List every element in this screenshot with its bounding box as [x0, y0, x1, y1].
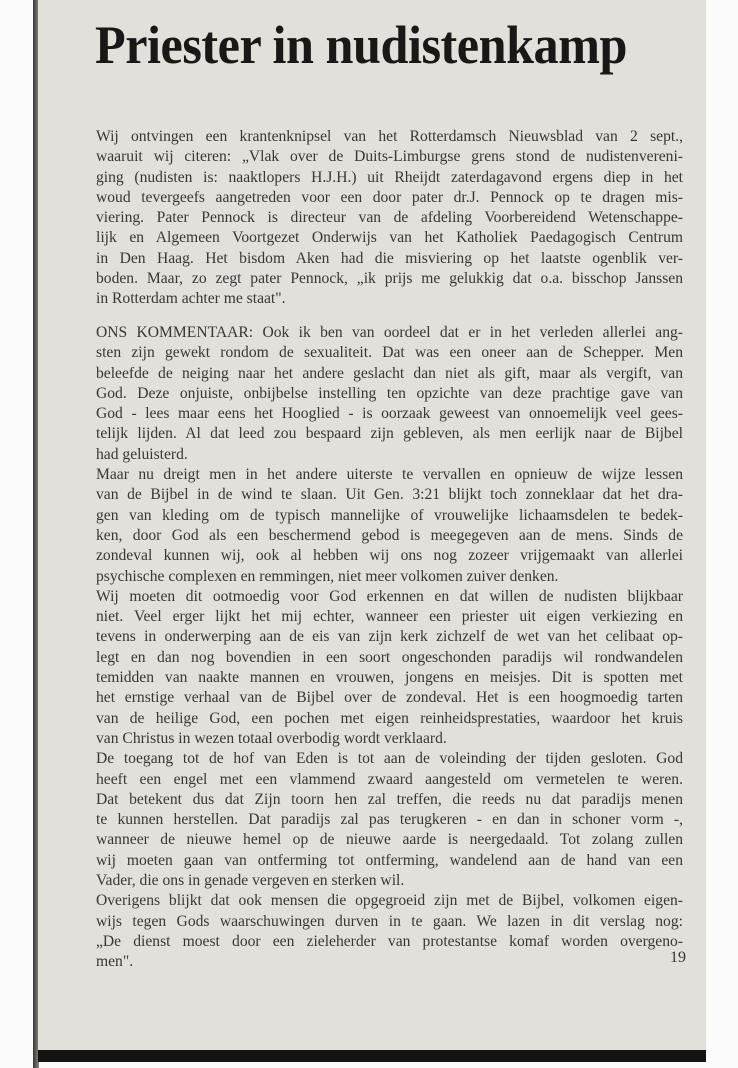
text-line: Dat betekent dus dat Zijn toorn hen zal treffen, die reeds nu dat paradijs menen — [96, 790, 683, 808]
text-line: tevens in onderwerping aan de eis van zijn kerk zichzelf de wet van het celibaat op- — [96, 628, 683, 646]
text-line: te kunnen herstellen. Dat paradijs zal pas terugkeren - en dan in schoner vorm -, — [96, 811, 683, 829]
text-line: lijk en Algemeen Voortgezet Onderwijs van het Katholiek Paedagogisch Centrum — [96, 229, 683, 247]
text-line: wij moeten gaan van ontferming tot ontferming, wandelend aan de hand van een — [96, 851, 683, 869]
text-line: wijs tegen Gods waarschuwingen durven in te gaan. We lazen in dit verslag nog: — [96, 912, 683, 930]
paragraph — [96, 127, 683, 310]
text-line: ONS KOMMENTAAR: Ook ik ben van oordeel dat er in het verleden allerlei ang- — [96, 324, 683, 341]
text-line: beleefde de neiging naar het andere geslacht dan niet als gift, maar als vergift, van — [96, 364, 683, 382]
text-line: telijk lijden. Al dat leed zou bespaard zijn gebleven, als men eerlijk naar de Bijbel — [96, 425, 683, 443]
text-line: men". — [96, 953, 134, 971]
text-line: van de heilige God, een pochen met eigen reinheidsprestaties, waardoor het kruis — [96, 709, 683, 727]
paragraph — [96, 891, 683, 972]
text-line: legt en dan nog bovendien in een soort ongeschonden paradijs wil rondwandelen — [96, 648, 683, 666]
text-line: ging (nudisten is: naaktlopers H.J.H.) uit Rheijdt zaterdagavond ergens diep in het — [96, 168, 683, 186]
text-line: Wij ontvingen een krantenknipsel van het Rotterdamsch Nieuwsblad van 2 sept., — [96, 128, 683, 145]
text-line: sten zijn gewekt rondom de sexualiteit. Dat was een oneer aan de Schepper. Men — [96, 344, 683, 362]
paragraph — [96, 465, 683, 587]
commentary-section — [96, 323, 683, 973]
text-line: had geluisterd. — [96, 445, 188, 463]
text-line: God - lees maar eens het Hooglied - is oorzaak geweest van onnoemelijk veel gees- — [96, 405, 683, 423]
text-line: woud tevergeefs aangetreden voor een door pater dr.J. Pennock op te dragen mis- — [96, 188, 683, 206]
text-line: God. Deze onjuiste, onbijbelse instelling ten opzichte van deze prachtige gave van — [96, 384, 683, 402]
text-line: Maar nu dreigt men in het andere uiterste te vervallen en opnieuw de wijze lessen — [96, 466, 683, 484]
article-title: Priester in nudistenkamp — [95, 15, 628, 75]
news-quote-section — [96, 127, 683, 310]
text-line: heeft een engel met een vlammend zwaard aangesteld om vermetelen te weren. — [96, 770, 683, 788]
text-line: Overigens blijkt dat ook mensen die opgegroeid zijn met de Bijbel, volkomen eigen- — [96, 892, 683, 910]
paragraph — [96, 587, 683, 749]
paragraph — [96, 323, 683, 465]
text-line: het ernstige verhaal van de Bijbel over de zondeval. Het is een hoogmoedig tarten — [96, 689, 683, 707]
text-line: van Christus in wezen totaal overbodig wordt verklaard. — [96, 729, 447, 747]
page-number: 19 — [670, 949, 686, 966]
text-line: ken, door God als een beschermend gebod is meegegeven aan de mens. Sinds de — [96, 526, 683, 544]
text-line: temidden van naakte mannen en vrouwen, jongens en meisjes. Dit is spotten met — [96, 669, 683, 687]
text-line: waaruit wij citeren: „Vlak over de Duits-Limburgse grens stond de nudistenvereni- — [96, 148, 683, 166]
text-line: Wij moeten dit ootmoedig voor God erkennen en dat willen de nudisten blijkbaar — [96, 587, 683, 605]
text-line: De toegang tot de hof van Eden is tot aan de voleinding der tijden gesloten. God — [96, 750, 683, 768]
text-line: „De dienst moest door een zieleherder van protestantse komaf worden overgeno- — [96, 932, 683, 950]
bottom-edge — [38, 1050, 706, 1062]
text-line: boden. Maar, zo zegt pater Pennock, „ik prijs me gelukkig dat o.a. bisschop Janssen — [96, 270, 683, 288]
text-line: wanneer de nieuwe hemel op de nieuwe aarde is neergedaald. Tot zolang zullen — [96, 831, 683, 849]
paragraph — [96, 749, 683, 891]
text-line: zondeval kunnen wij, ook al hebben wij ons nog zozeer vrijgemaakt van allerlei — [96, 547, 683, 565]
text-line: viering. Pater Pennock is directeur van de afdeling Voorbereidend Wetenschappe- — [96, 209, 683, 227]
text-line: van de Bijbel in de wind te slaan. Uit Gen. 3:21 blijkt toch zonneklaar dat het dra- — [96, 486, 683, 504]
text-line: Vader, die ons in genade vergeven en sterken wil. — [96, 872, 405, 890]
text-line: psychische complexen en remmingen, niet meer volkomen zuiver denken. — [96, 567, 559, 585]
text-line: gen van kleding om de typisch mannelijke of vrouwelijke lichaamsdelen te bedek- — [96, 506, 683, 524]
text-line: in Rotterdam achter me staat". — [96, 290, 286, 308]
text-line: in Den Haag. Het bisdom Aken had die misviering op het laatste ogenblik ver- — [96, 249, 683, 267]
text-line: niet. Veel erger lijkt het mij echter, wanneer een priester uit eigen verkiezing en — [96, 608, 683, 626]
